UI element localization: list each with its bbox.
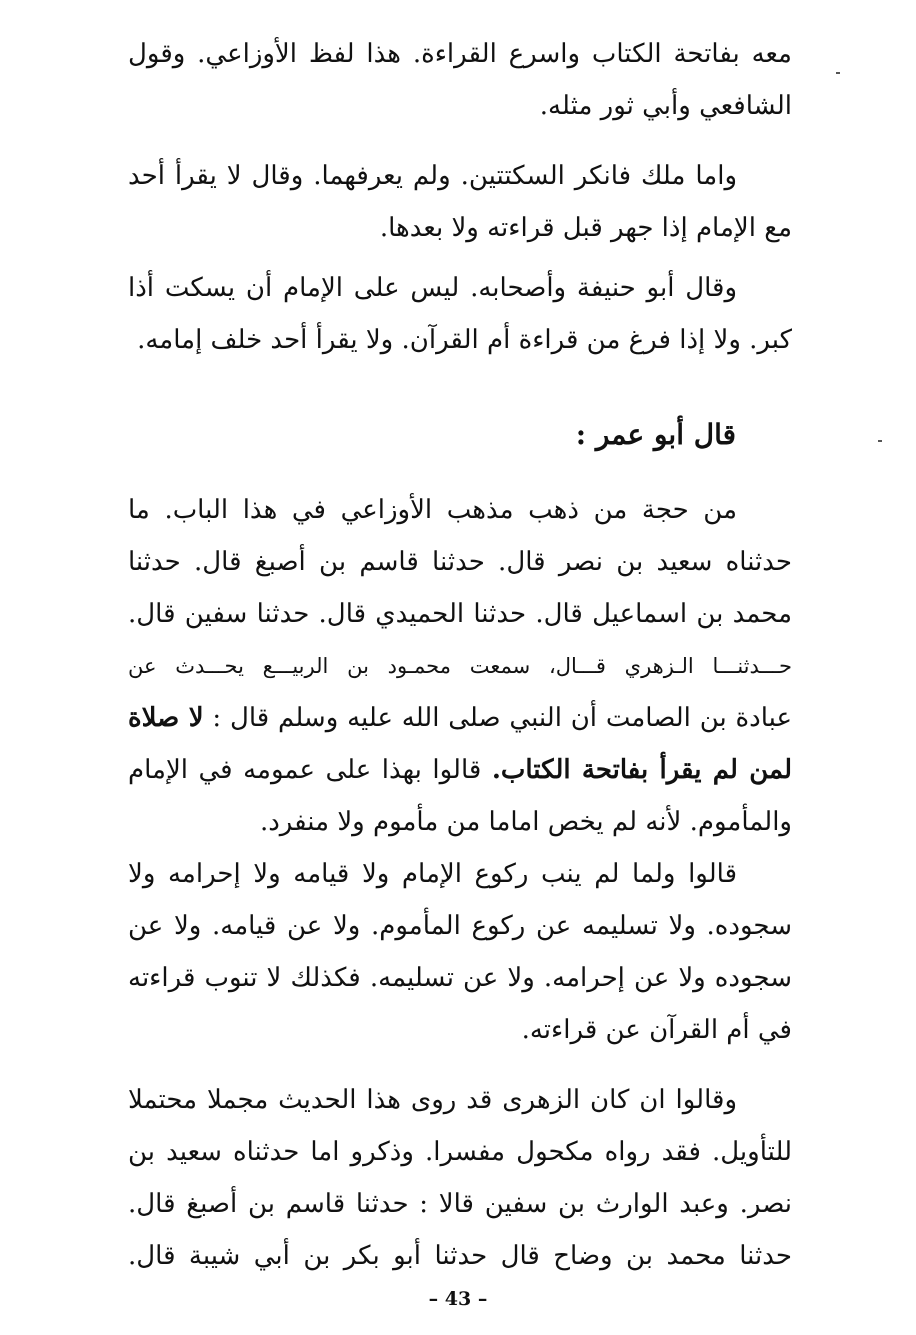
text-line: وقالوا ان كان الزهرى قد روى هذا الحديث مجملا محتملا (128, 1085, 737, 1115)
text-line: معه بفاتحة الكتاب واسرع القراءة. هذا لفظ الأوزاعي. وقول (128, 39, 792, 69)
page-number: – 43 – (428, 1288, 488, 1310)
section-heading: قال أبو عمر : (575, 418, 736, 451)
bold-text-segment: لا صلاة (128, 703, 204, 733)
bold-text-segment: لمن لم يقرأ بفاتحة الكتاب. (491, 755, 792, 785)
text-segment: عبادة بن الصامت أن النبي صلى الله عليه وسلم قال : (212, 703, 792, 733)
text-line (128, 692, 792, 744)
paragraph-5 (128, 848, 792, 1056)
text-line (128, 744, 792, 796)
text-line: محمد بن اسماعيل قال. حدثنا الحميدي قال. حدثنا سفين قال. (128, 599, 792, 629)
text-segment: قالوا بهذا على عمومه في الإمام (128, 755, 482, 785)
text-line: وقال أبو حنيفة وأصحابه. ليس على الإمام أن يسكت أذا (128, 273, 737, 303)
text-line: حـــدثنـــا الـزهري قـــال، سمعت محمـود بن الربيـــع يحـــدث عن (128, 654, 792, 678)
text-line: في أم القرآن عن قراءته. (521, 1015, 792, 1045)
text-line: والمأموم. لأنه لم يخص اماما من مأموم ولا منفرد. (259, 807, 792, 837)
text-line: كبر. ولا إذا فرغ من قراءة أم القرآن. ولا يقرأ أحد خلف إمامه. (137, 325, 792, 355)
scan-speck (836, 72, 840, 74)
paragraph-3 (128, 262, 792, 366)
text-line: قالوا ولما لم ينب ركوع الإمام ولا قيامه ولا إحرامه ولا (128, 859, 737, 889)
paragraph-6 (128, 1074, 792, 1282)
text-line: نصر. وعبد الوارث بن سفين قالا : حدثنا قاسم بن أصبغ قال. (128, 1189, 792, 1219)
paragraph-4 (128, 484, 792, 848)
text-line: حدثناه سعيد بن نصر قال. حدثنا قاسم بن أصبغ قال. حدثنا (128, 547, 792, 577)
text-line: من حجة من ذهب مذهب الأوزاعي في هذا الباب. ما (128, 495, 737, 525)
text-line: مع الإمام إذا جهر قبل قراءته ولا بعدها. (379, 213, 792, 243)
paragraph-1 (128, 28, 792, 132)
text-line: حدثنا محمد بن وضاح قال حدثنا أبو بكر بن أبي شيبة قال. (128, 1241, 792, 1271)
scan-speck (878, 440, 882, 442)
text-line: سجوده ولا عن إحرامه. ولا عن تسليمه. فكذلك لا تنوب قراءته (128, 963, 792, 993)
text-line: واما ملك فانكر السكتتين. ولم يعرفهما. وقال لا يقرأ أحد (128, 161, 737, 191)
text-line: للتأويل. فقد رواه مكحول مفسرا. وذكرو اما حدثناه سعيد بن (128, 1137, 792, 1167)
paragraph-2 (128, 150, 792, 254)
text-line: الشافعي وأبي ثور مثله. (539, 91, 792, 121)
text-line: سجوده. ولا تسليمه عن ركوع المأموم. ولا عن قيامه. ولا عن (128, 911, 792, 941)
